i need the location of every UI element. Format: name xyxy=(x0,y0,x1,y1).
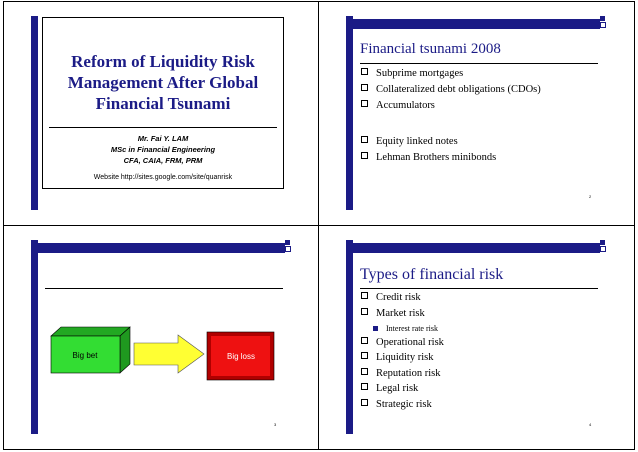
page-number: 3 xyxy=(274,422,277,427)
accent-square-outline xyxy=(600,22,606,28)
big-bet-box xyxy=(51,327,130,373)
slide-title: Financial tsunami 2008 xyxy=(360,41,501,57)
big-loss-label: Big loss xyxy=(226,352,256,361)
title-underline xyxy=(360,63,598,64)
title-box xyxy=(42,17,284,189)
slide-title: Types of financial risk xyxy=(360,266,504,283)
author-degree: MSc in Financial Engineering xyxy=(110,145,216,154)
bullet-item: Legal risk xyxy=(361,383,418,394)
website-text: Website http://sites.google.com/site/quanrisk xyxy=(93,174,233,181)
slide-2 xyxy=(319,2,633,226)
bullet-item: Strategic risk xyxy=(361,399,432,410)
title-line: Management After Global xyxy=(67,73,259,92)
bullet-item: Equity linked notes xyxy=(361,136,458,147)
big-loss-box xyxy=(207,332,274,380)
bullet-item: Accumulators xyxy=(361,100,435,111)
diagram xyxy=(4,226,318,450)
right-arrow xyxy=(134,335,204,373)
bullet-item: Collateralized debt obligations (CDOs) xyxy=(361,84,541,95)
slide-4 xyxy=(319,226,633,450)
accent-bar-vertical xyxy=(346,16,353,210)
accent-bar-horizontal xyxy=(353,243,600,253)
title-line: Financial Tsunami xyxy=(95,94,231,113)
bullet-item: Liquidity risk xyxy=(361,352,433,363)
presentation-title xyxy=(43,51,283,114)
slide-3 xyxy=(4,226,318,450)
title-line: Reform of Liquidity Risk xyxy=(71,52,255,71)
sub-bullet-item: Interest rate risk xyxy=(373,324,438,333)
accent-square xyxy=(600,240,605,245)
bullet-item: Reputation risk xyxy=(361,368,440,379)
bullet-item: Market risk xyxy=(361,308,425,319)
bullet-item: Subprime mortgages xyxy=(361,68,463,79)
author-name: Mr. Fai Y. LAM xyxy=(137,134,189,143)
bullet-item: Operational risk xyxy=(361,337,444,348)
author-credentials: CFA, CAIA, FRM, PRM xyxy=(123,156,203,165)
author-block xyxy=(43,133,283,166)
slide-1 xyxy=(4,2,318,226)
bullet-item: Lehman Brothers minibonds xyxy=(361,152,496,163)
bullet-item: Credit risk xyxy=(361,292,421,303)
page-number: 4 xyxy=(589,422,592,427)
accent-bar-horizontal xyxy=(353,19,600,29)
accent-bar-vertical xyxy=(31,16,38,210)
accent-bar-vertical xyxy=(346,240,353,434)
accent-square xyxy=(600,16,605,21)
title-underline xyxy=(360,288,598,289)
big-bet-label: Big bet xyxy=(72,351,98,360)
title-separator xyxy=(49,127,277,128)
page-number: 2 xyxy=(589,194,592,199)
accent-square-outline xyxy=(600,246,606,252)
